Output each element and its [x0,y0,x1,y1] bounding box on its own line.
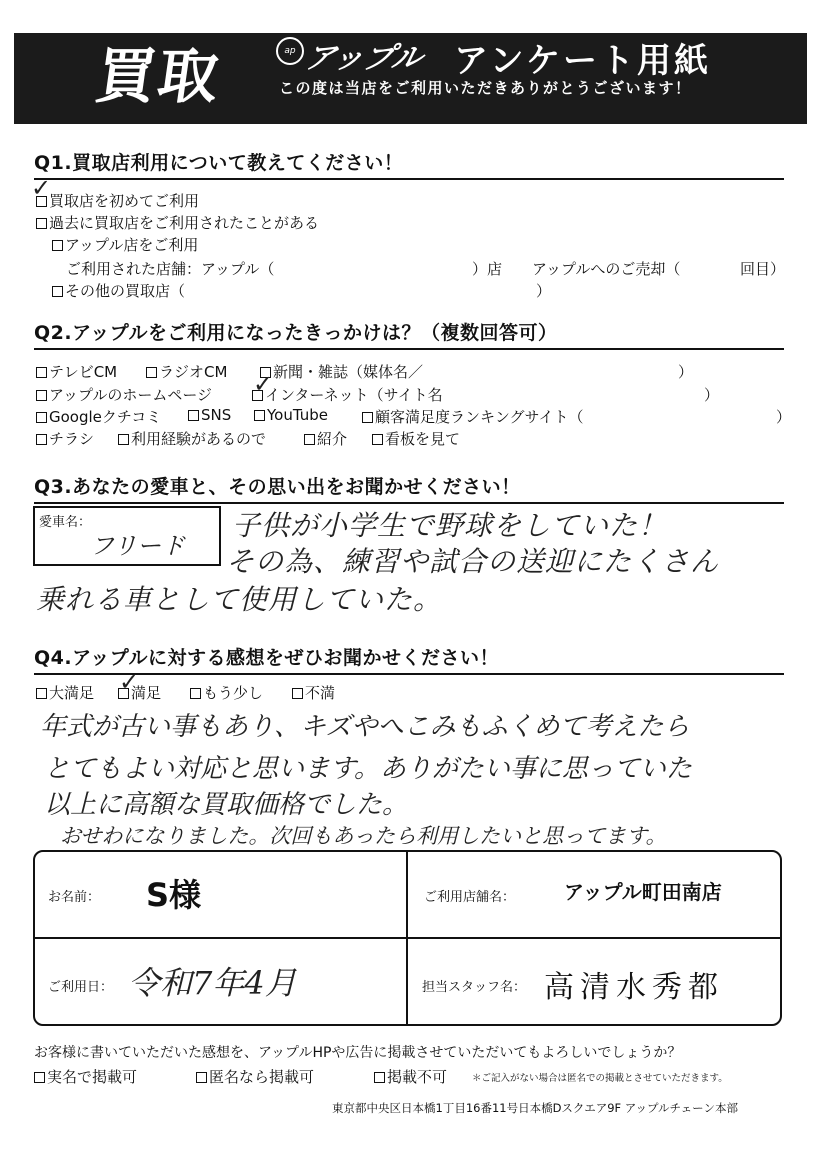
check-mark-icon: ✓ [119,668,140,696]
memory-line-2: その為、練習や試合の送迎にたくさん [226,545,720,578]
publish-real-name-label: 実名で掲載可 [47,1068,138,1086]
q3-title: Q3.あなたの愛車と、その思い出をお聞かせください！ [34,476,521,498]
q2-title: Q2.アップルをご利用になったきっかけは？（複数回答可） [34,322,558,344]
publish-real-name-option[interactable] [34,1066,137,1087]
q2-signboard-option[interactable] [372,428,460,449]
checkbox-icon[interactable] [146,367,157,378]
checkbox-icon[interactable] [52,286,63,297]
check-mark-icon: ✓ [31,174,52,202]
q2-tv-option[interactable] [36,361,117,382]
q2-sns-option[interactable] [188,406,231,424]
q1-divider [34,178,784,180]
publish-question: お客様に書いていただいた感想を、アップルHPや広告に掲載させていただいてもよろしいでしょうか？ [34,1045,682,1061]
store-value: アップル町田南店 [564,880,722,904]
q1-other-store-label: その他の買取店（ [65,282,186,300]
q4-not-quite-option[interactable] [190,682,263,703]
info-divider-horizontal [35,937,780,939]
q2-experience-label: 利用経験があるので [131,430,267,448]
q2-newspaper-close: ） [678,363,694,381]
q1-apple-store-option[interactable] [52,234,198,255]
checkbox-icon[interactable] [362,412,373,423]
q2-youtube-label: YouTube [267,406,328,424]
q1-first-time-label: 買取店を初めてご利用 [49,192,200,210]
q2-youtube-option[interactable] [254,406,328,424]
q2-divider [34,348,784,350]
q2-flyer-label: チラシ [49,430,95,448]
checkbox-icon[interactable] [304,434,315,445]
checkbox-icon[interactable] [34,1072,45,1083]
publish-no-option[interactable] [374,1066,447,1087]
checkbox-icon[interactable] [292,688,303,699]
form-subtitle: この度は当店をご利用いただきありがとうございます！ [279,79,692,97]
q1-sale-suffix: 回目） [740,260,786,278]
q2-radio-option[interactable] [146,361,227,382]
q1-other-close: ） [536,282,552,300]
q2-newspaper-label: 新聞・雑誌（媒体名／ [273,363,424,381]
checkbox-icon[interactable] [254,410,265,421]
q2-ranking-option[interactable] [362,406,584,427]
checkbox-icon[interactable] [36,218,47,229]
q4-not-quite-label: もう少し [203,684,264,702]
q4-satisfied-label: 満足 [131,684,162,702]
q2-radio-label: ラジオCM [159,363,228,381]
checkbox-icon[interactable] [36,390,47,401]
publish-anonymous-label: 匿名なら掲載可 [209,1068,315,1086]
kaitori-title: 買取 [91,42,225,112]
publish-no-label: 掲載不可 [387,1068,448,1086]
q2-internet-label: インターネット（サイト名 [265,386,443,404]
publish-anonymous-option[interactable] [196,1066,314,1087]
q2-newspaper-option[interactable] [260,361,423,382]
checkbox-icon[interactable] [374,1072,385,1083]
q1-store-suffix: ）店 [472,260,503,278]
q2-homepage-label: アップルのホームページ [49,386,213,404]
q2-ranking-close: ） [776,408,792,426]
apple-logo-icon: ap [276,37,304,65]
store-label: ご利用店舗名： [424,890,516,905]
q2-google-label: Googleクチコミ [49,408,162,426]
q4-dissatisfied-option[interactable] [292,682,335,703]
q2-referral-option[interactable] [304,428,347,449]
company-address: 東京都中央区日本橋1丁目16番11号日本橋Dスクエア9F アップルチェーン本部 [332,1101,738,1115]
q2-experience-option[interactable] [118,428,266,449]
memory-line-3: 乗れる車として使用していた。 [36,583,443,616]
q2-google-option[interactable] [36,406,161,427]
check-mark-icon: ✓ [253,370,274,398]
q4-very-satisfied-option[interactable] [36,682,94,703]
checkbox-icon[interactable] [36,412,47,423]
comment-line-2: とてもよい対応と思います。ありがたい事に思っていた [44,754,692,784]
brand-name: アップル [301,41,426,76]
q2-tv-label: テレビCM [49,363,118,381]
checkbox-icon[interactable] [52,240,63,251]
q4-dissatisfied-label: 不満 [305,684,336,702]
q1-sale-count-label: アップルへのご売却（ [532,260,681,278]
q1-used-before-label: 過去に買取店をご利用されたことがある [49,214,320,232]
q2-internet-close: ） [704,386,720,404]
checkbox-icon[interactable] [36,367,47,378]
q1-apple-store-label: アップル店をご利用 [65,236,199,254]
checkbox-icon[interactable] [372,434,383,445]
q1-store-used-label: ご利用された店舗：アップル（ [66,260,275,278]
comment-line-1: 年式が古い事もあり、キズやへこみもふくめて考えたら [40,712,690,742]
q1-used-before-option[interactable] [36,212,319,233]
q2-homepage-option[interactable] [36,384,212,405]
q1-title: Q1.買取店利用について教えてください！ [34,152,404,174]
q1-first-time-option[interactable] [36,190,199,211]
q2-flyer-option[interactable] [36,428,94,449]
q1-other-store-option[interactable] [52,280,185,301]
checkbox-icon[interactable] [190,688,201,699]
car-name-value: フリード [90,532,186,560]
q4-title: Q4.アップルに対する感想をぜひお聞かせください！ [34,647,500,669]
q2-sns-label: SNS [201,406,232,424]
q2-referral-label: 紹介 [317,430,348,448]
checkbox-icon[interactable] [188,410,199,421]
staff-label: 担当スタッフ名： [422,980,527,995]
name-value: S様 [146,876,202,914]
name-label: お名前： [48,890,101,905]
car-name-label: 愛車名： [39,515,92,530]
date-value: 令和7年4月 [128,964,297,1002]
publish-note: ＊ご記入がない場合は匿名での掲載とさせていただきます。 [472,1073,728,1084]
header-banner [14,33,807,124]
comment-line-3: 以上に高額な買取価格でした。 [44,790,409,820]
form-title: アンケート用紙 [454,41,711,81]
q4-divider [34,673,784,675]
q2-signboard-label: 看板を見て [385,430,461,448]
staff-value: 高清水秀都 [544,970,724,1005]
checkbox-icon[interactable] [118,434,129,445]
checkbox-icon[interactable] [36,434,47,445]
memory-line-1: 子供が小学生で野球をしていた！ [232,509,668,542]
checkbox-icon[interactable] [36,688,47,699]
checkbox-icon[interactable] [196,1072,207,1083]
q4-very-satisfied-label: 大満足 [49,684,95,702]
comment-line-4: おせわになりました。次回もあったら利用したいと思ってます。 [60,824,667,848]
q2-ranking-label: 顧客満足度ランキングサイト（ [375,408,584,426]
date-label: ご利用日： [48,980,114,995]
q2-internet-option[interactable] [252,384,443,405]
